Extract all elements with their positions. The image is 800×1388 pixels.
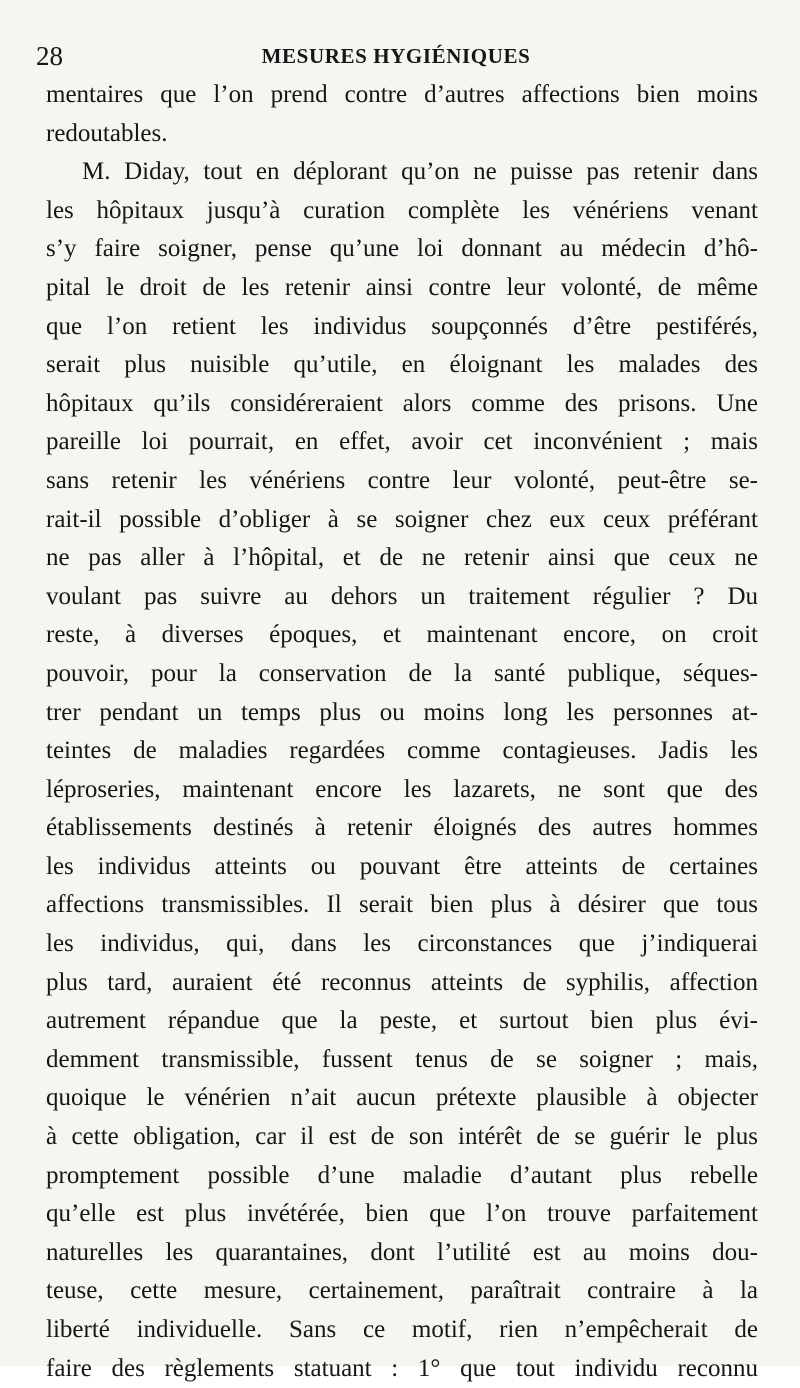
text-line: liberté individuelle. Sans ce motif, rien n’empêcherait de [46, 1316, 758, 1343]
text-line: trer pendant un temps plus ou moins long les personnes at- [46, 698, 758, 726]
text-line: plus tard, auraient été reconnus atteints de syphilis, affection [46, 968, 758, 996]
text-line: qu’elle est plus invétérée, bien que l’on trouve parfaitement [46, 1200, 758, 1228]
text-line: que l’on retient les individus soupçonnés d’être pestiférés, [46, 312, 758, 340]
text-line: faire des règlements statuant : 1° que tout individu reconnu [46, 1354, 758, 1382]
text-line: pouvoir, pour la conservation de la santé publique, séques- [46, 659, 758, 687]
text-line: teintes de maladies regardées comme contagieuses. Jadis les [46, 737, 758, 765]
text-line: mentaires que l’on prend contre d’autres affections bien moins [46, 81, 758, 108]
text-line: voulant pas suivre au dehors un traitement régulier ? Du [46, 582, 758, 610]
text-line: reste, à diverses époques, et maintenant encore, on croit [46, 621, 758, 649]
text-line: affections transmissibles. Il serait bien plus à désirer que tous [46, 891, 758, 919]
text-line: ne pas aller à l’hôpital, et de ne retenir ainsi que ceux ne [46, 544, 758, 572]
text-line: naturelles les quarantaines, dont l’utilité est au moins dou- [46, 1238, 758, 1266]
body-text [46, 76, 758, 1388]
text-line: sans retenir les vénériens contre leur volonté, peut-être se- [46, 466, 758, 494]
text-line: établissements destinés à retenir éloignés des autres hommes [46, 814, 758, 842]
page-number: 28 [36, 41, 63, 71]
text-line: les individus atteints ou pouvant être atteints de certaines [46, 852, 758, 880]
page-header [36, 38, 756, 74]
text-line: s’y faire soigner, pense qu’une loi donnant au médecin d’hô- [46, 235, 758, 263]
text-line: léproseries, maintenant encore les lazarets, ne sont que des [46, 775, 758, 803]
text-line: pareille loi pourrait, en effet, avoir cet inconvénient ; mais [46, 428, 758, 456]
text-line: serait plus nuisible qu’utile, en éloignant les malades des [46, 351, 758, 379]
text-line: M. Diday, tout en déplorant qu’on ne puisse pas retenir dans [82, 158, 758, 186]
text-line: teuse, cette mesure, certainement, paraîtrait contraire à la [46, 1277, 758, 1305]
text-line: à cette obligation, car il est de son intérêt de se guérir le plus [46, 1123, 758, 1151]
text-line: redoutables. [46, 119, 168, 147]
text-line: demment transmissible, fussent tenus de se soigner ; mais, [46, 1045, 758, 1073]
text-line: les individus, qui, dans les circonstances que j’indiquerai [46, 930, 758, 958]
text-line: hôpitaux qu’ils considéreraient alors comme des prisons. Une [46, 389, 758, 417]
text-line: quoique le vénérien n’ait aucun prétexte plausible à objecter [46, 1084, 758, 1112]
text-line: rait-il possible d’obliger à se soigner chez eux ceux préférant [46, 505, 758, 533]
text-line: promptement possible d’une maladie d’autant plus rebelle [46, 1161, 758, 1189]
text-line: autrement répandue que la peste, et surtout bien plus évi- [46, 1007, 758, 1035]
running-title: MESURES HYGIÉNIQUES [261, 44, 531, 68]
text-line: pital le droit de les retenir ainsi contre leur volonté, de même [46, 273, 758, 301]
text-line: les hôpitaux jusqu’à curation complète les vénériens venant [46, 196, 758, 224]
